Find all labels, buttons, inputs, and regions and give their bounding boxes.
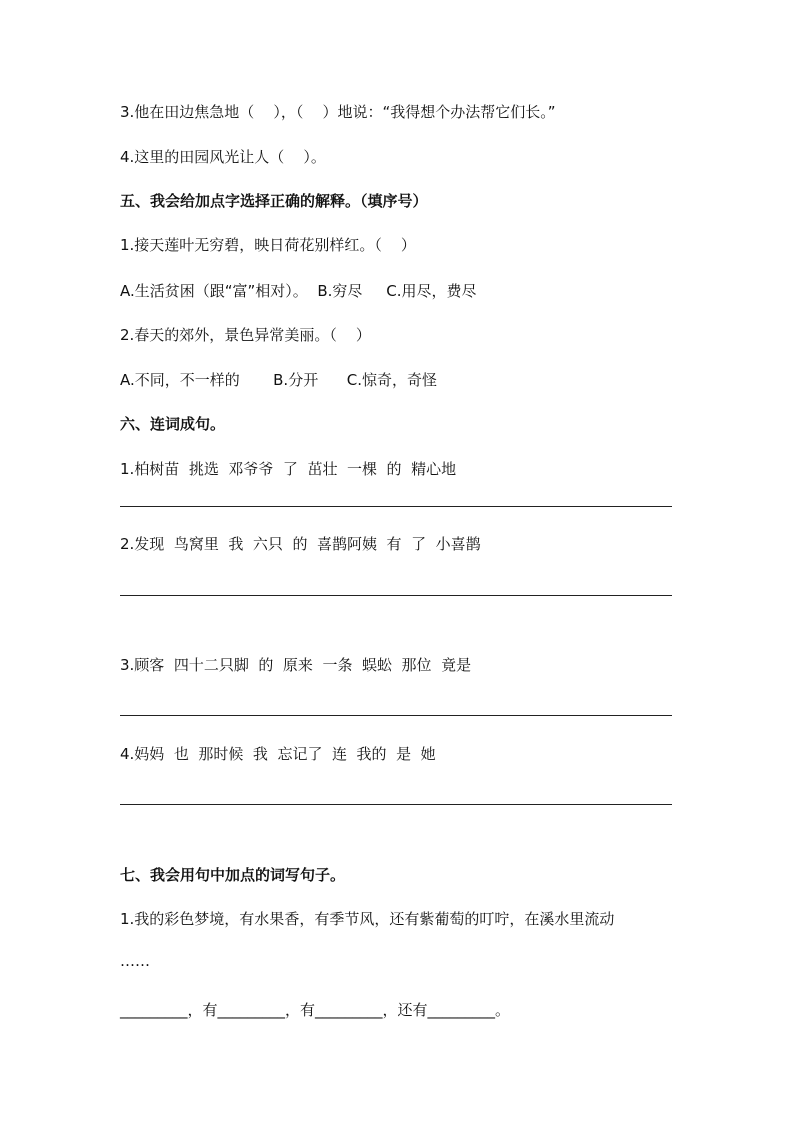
question-6-item-4: 4.妈妈 也 那时候 我 忘记了 连 我的 是 她 [120,745,436,763]
answer-line[interactable] [120,715,672,716]
section-5-heading: 五、我会给加点字选择正确的解释。（填序号） [120,192,428,210]
answer-line[interactable] [120,506,672,507]
answer-line[interactable] [120,595,672,596]
answer-line[interactable] [120,804,672,805]
question-4-item-4: 4.这里的田园风光让人（ ）。 [120,148,326,166]
question-7-item-1-continuation: …… [120,952,150,970]
question-6-item-2: 2.发现 鸟窝里 我 六只 的 喜鹊阿姨 有 了 小喜鹊 [120,535,481,553]
question-5-item-1-options: A.生活贫困（跟“富”相对）。 B.穷尽 C.用尽，费尽 [120,282,477,300]
section-6-heading: 六、连词成句。 [120,415,226,433]
question-5-item-2: 2.春天的郊外，景色异常美丽。（ ） [120,326,371,344]
question-5-item-1: 1.接天莲叶无穷碧，映日荷花别样红。（ ） [120,236,416,254]
question-6-item-1: 1.柏树苗 挑选 邓爷爷 了 茁壮 一棵 的 精心地 [120,460,457,478]
question-7-item-1: 1.我的彩色梦境，有水果香，有季节风，还有紫葡萄的叮咛，在溪水里流动 [120,910,615,928]
section-7-heading: 七、我会用句中加点的词写句子。 [120,866,346,884]
question-5-item-2-options: A.不同，不一样的 B.分开 C.惊奇，奇怪 [120,371,438,389]
question-4-item-3: 3.他在田边焦急地（ ），（ ）地说：“我得想个办法帮它们长。” [120,103,556,121]
question-6-item-3: 3.顾客 四十二只脚 的 原来 一条 蜈蚣 那位 竟是 [120,656,472,674]
question-7-fill-line[interactable]: _________，有_________，有_________，还有_________。 [120,1001,511,1019]
